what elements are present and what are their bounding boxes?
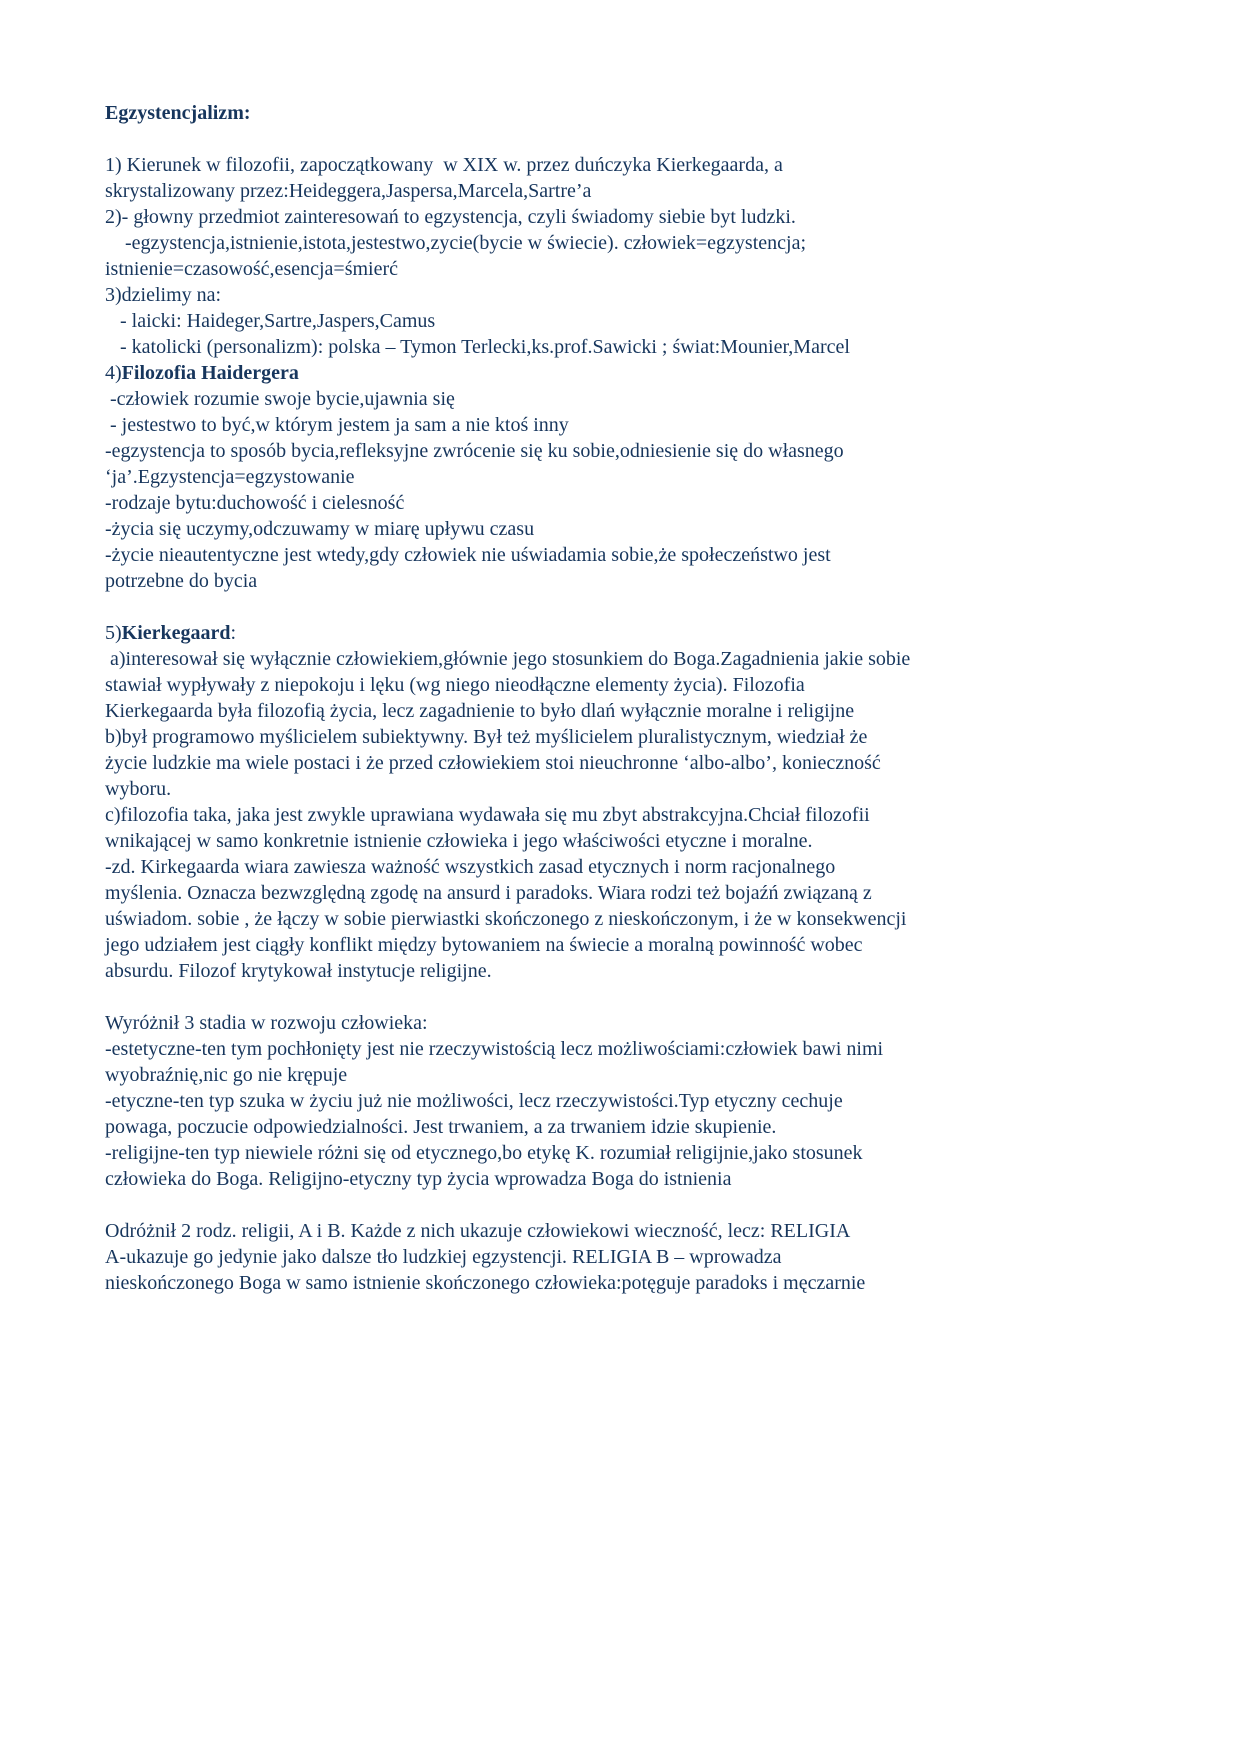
- text-line: - katolicki (personalizm): polska – Tymon Terlecki,ks.prof.Sawicki ; świat:Mounier,Marcel: [105, 336, 850, 358]
- document-title: Egzystencjalizm: [105, 102, 244, 124]
- section-heading-4: [105, 360, 1140, 386]
- text-line: -egzystencja,istnienie,istota,jestestwo,zycie(bycie w świecie). człowiek=egzystencja;: [105, 232, 807, 254]
- text-line: -egzystencja to sposób bycia,refleksyjne zwrócenie się ku sobie,odniesienie się do własnego: [105, 440, 844, 462]
- section-heading-5: [105, 620, 1140, 646]
- heading-number: 4): [105, 362, 122, 384]
- text-line: Wyróżnił 3 stadia w rozwoju człowieka:: [105, 1012, 428, 1034]
- text-line: - jestestwo to być,w którym jestem ja sam a nie ktoś inny: [105, 414, 569, 436]
- heading-number: 5): [105, 622, 122, 644]
- text-line: 2)- głowny przedmiot zainteresowań to egzystencja, czyli świadomy siebie byt ludzki.: [105, 206, 796, 228]
- heading-text: Kierkegaard: [121, 622, 231, 644]
- blank-line: [105, 1192, 1140, 1218]
- document-title-line: [105, 100, 1140, 126]
- text-line: wyobraźnię,nic go nie krępuje: [105, 1064, 348, 1086]
- heading-text: Filozofia Haidergera: [121, 362, 299, 384]
- text-line: powaga, poczucie odpowiedzialności. Jest trwaniem, a za trwaniem idzie skupienie.: [105, 1116, 777, 1138]
- text-line: a)interesował się wyłącznie człowiekiem,głównie jego stosunkiem do Boga.Zagadnienia jakie sobie: [105, 648, 911, 670]
- text-line: skrystalizowany przez:Heideggera,Jaspersa,Marcela,Sartre’a: [105, 180, 592, 202]
- text-line: -rodzaje bytu:duchowość i cielesność: [105, 492, 405, 514]
- text-line: -religijne-ten typ niewiele różni się od etycznego,bo etykę K. rozumiał religijnie,jako stosunek: [105, 1142, 863, 1164]
- text-line: c)filozofia taka, jaka jest zwykle uprawiana wydawała się mu zbyt abstrakcyjna.Chciał filozofii: [105, 804, 870, 826]
- text-line: stawiał wypływały z niepokoju i lęku (wg niego nieodłączne elementy życia). Filozofia: [105, 674, 805, 696]
- text-line: Kierkegaarda była filozofią życia, lecz zagadnienie to było dlań wyłącznie moralne i religijne: [105, 700, 855, 722]
- text-line: wyboru.: [105, 778, 172, 800]
- blank-line: [105, 126, 1140, 152]
- text-line: -zd. Kirkegaarda wiara zawiesza ważność wszystkich zasad etycznych i norm racjonalnego: [105, 856, 836, 878]
- text-line: 1) Kierunek w filozofii, zapoczątkowany w XIX w. przez duńczyka Kierkegaarda, a: [105, 154, 783, 176]
- text-line: ‘ja’.Egzystencja=egzystowanie: [105, 466, 355, 488]
- text-line: człowieka do Boga. Religijno-etyczny typ życia wprowadza Boga do istnienia: [105, 1168, 732, 1190]
- text-line: - laicki: Haideger,Sartre,Jaspers,Camus: [105, 310, 436, 332]
- blank-line: [105, 984, 1140, 1010]
- text-line: b)był programowo myślicielem subiektywny. Był też myślicielem pluralistycznym, wiedział że: [105, 726, 868, 748]
- heading-colon: :: [230, 622, 237, 644]
- text-line: absurdu. Filozof krytykował instytucje religijne.: [105, 960, 492, 982]
- text-line: -człowiek rozumie swoje bycie,ujawnia się: [105, 388, 455, 410]
- text-line: jego udziałem jest ciągły konflikt między bytowaniem na świecie a moralną powinność wobec: [105, 934, 863, 956]
- text-line: uświadom. sobie , że łączy w sobie pierwiastki skończonego z nieskończonym, i że w konsekwencji: [105, 908, 907, 930]
- text-line: istnienie=czasowość,esencja=śmierć: [105, 258, 398, 280]
- document-title-colon: :: [243, 102, 251, 124]
- text-line: nieskończonego Boga w samo istnienie skończonego człowieka:potęguje paradoks i męczarnie: [105, 1272, 866, 1294]
- text-line: wnikającej w samo konkretnie istnienie człowieka i jego właściwości etyczne i moralne.: [105, 830, 813, 852]
- text-line: Odróżnił 2 rodz. religii, A i B. Każde z nich ukazuje człowiekowi wieczność, lecz: RELIGIA: [105, 1220, 851, 1242]
- text-line: potrzebne do bycia: [105, 570, 258, 592]
- text-line: -estetyczne-ten tym pochłonięty jest nie rzeczywistością lecz możliwościami:człowiek bawi nimi: [105, 1038, 884, 1060]
- text-line: myślenia. Oznacza bezwzględną zgodę na ansurd i paradoks. Wiara rodzi też bojaźń związaną z: [105, 882, 872, 904]
- text-line: -etyczne-ten typ szuka w życiu już nie możliwości, lecz rzeczywistości.Typ etyczny cechuje: [105, 1090, 843, 1112]
- text-line: -życie nieautentyczne jest wtedy,gdy człowiek nie uświadamia sobie,że społeczeństwo jest: [105, 544, 831, 566]
- text-line: 3)dzielimy na:: [105, 284, 222, 306]
- text-line: życie ludzkie ma wiele postaci i że przed człowiekiem stoi nieuchronne ‘albo-albo’, konieczność: [105, 752, 881, 774]
- text-line: -życia się uczymy,odczuwamy w miarę upływu czasu: [105, 518, 535, 540]
- text-line: A-ukazuje go jedynie jako dalsze tło ludzkiej egzystencji. RELIGIA B – wprowadza: [105, 1246, 782, 1268]
- blank-line: [105, 594, 1140, 620]
